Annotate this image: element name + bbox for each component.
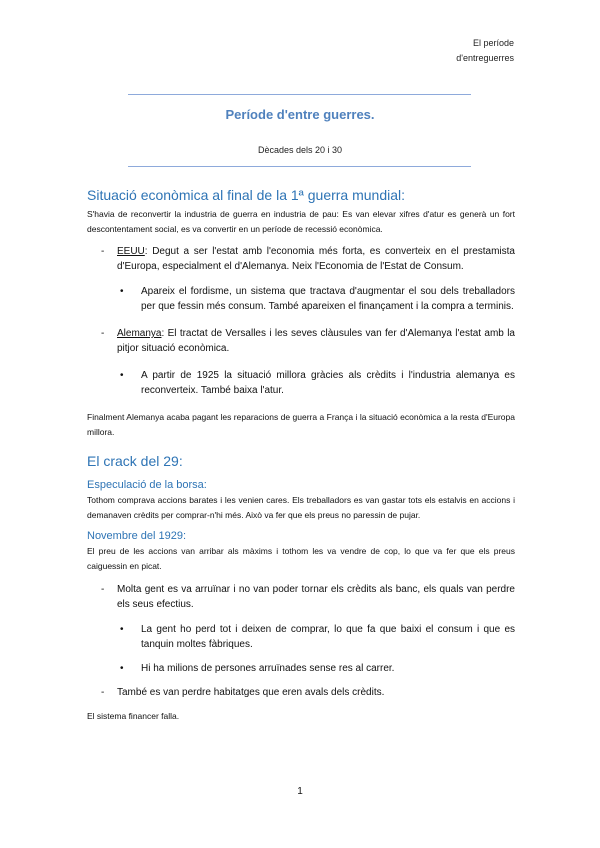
header-line-1: El període bbox=[472, 38, 514, 48]
section-heading-crack: El crack del 29: bbox=[87, 453, 183, 469]
header-line-2: d'entreguerres bbox=[456, 53, 514, 63]
subheading-speculation: Especulació de la borsa: bbox=[87, 479, 207, 491]
document-body bbox=[87, 186, 515, 724]
dash-marker: - bbox=[101, 246, 105, 257]
dash-marker: - bbox=[101, 328, 105, 339]
bullet-1925 bbox=[87, 368, 515, 398]
alemanya-text: : El tractat de Versalles i les seves clàusules van fer d'Alemanya l'estat amb la pitjor situació econòmica. bbox=[117, 328, 515, 354]
bullet-marker: • bbox=[120, 624, 124, 635]
dash-housing-text: També es van perdre habitatges que eren avals dels crèdits. bbox=[117, 687, 385, 698]
dash-marker: - bbox=[101, 584, 105, 595]
bullet-marker: • bbox=[120, 370, 124, 381]
page-title: Període d'entre guerres. bbox=[225, 107, 375, 122]
bullet-consumption-text: La gent ho perd tot i deixen de comprar, lo que fa que baixi el consum i que es tanquin moltes fàbriques. bbox=[141, 624, 515, 650]
bullet-millions bbox=[87, 661, 515, 676]
bullet-marker: • bbox=[120, 286, 124, 297]
bullet-consumption bbox=[87, 622, 515, 652]
bullet-fordisme bbox=[87, 284, 515, 314]
list-item-housing bbox=[87, 685, 515, 700]
paragraph-closing-section1: Finalment Alemanya acaba pagant les reparacions de guerra a França i la situació econòmica a la resta d'Europa millora. bbox=[87, 412, 515, 437]
paragraph-intro: S'havia de reconvertir la industria de guerra en industria de pau: Es van elevar xifres d'atur es generà un fort descontentament social, es va convertir en un període de recessió econòmica. bbox=[87, 209, 515, 234]
eeuu-text: : Degut a ser l'estat amb l'economia més forta, es converteix en el prestamista d'Europa, especialment el d'Alemanya. Neix l'Economia de l'Estat de Consum. bbox=[117, 246, 515, 272]
bullet-marker: • bbox=[120, 663, 124, 674]
paragraph-closing-section2: El sistema financer falla. bbox=[87, 711, 180, 721]
alemanya-label: Alemanya bbox=[117, 328, 162, 339]
list-item-alemanya bbox=[87, 326, 515, 356]
dash-marker: - bbox=[101, 687, 105, 698]
bullet-fordisme-text: Apareix el fordisme, un sistema que tractava d'augmentar el sou dels treballadors per que fessin més consum. També apareixen el finançament i la compra a terminis. bbox=[141, 286, 515, 312]
eeuu-label: EEUU bbox=[117, 246, 145, 257]
bullet-1925-text: A partir de 1925 la situació millora gràcies als crèdits i l'industria alemanya es reconverteix. També baixa l'atur. bbox=[141, 370, 515, 396]
subheading-november-1929: Novembre del 1929: bbox=[87, 530, 187, 542]
bullet-millions-text: Hi ha milions de persones arruïnades sense res al carrer. bbox=[141, 663, 395, 674]
paragraph-speculation: Tothom comprava accions barates i les venien cares. Els treballadors es van gastar tots els estalvis en accions i demanaven crèdits per comprar-n'hi més. Això va fer que els preus no paressin de pujar. bbox=[87, 495, 515, 520]
page-subtitle: Dècades dels 20 i 30 bbox=[257, 145, 343, 155]
list-item-ruin bbox=[87, 582, 515, 612]
running-header bbox=[374, 36, 514, 66]
section-heading-economic-situation: Situació econòmica al final de la 1ª guerra mundial: bbox=[87, 187, 406, 203]
list-item-eeuu bbox=[87, 244, 515, 274]
title-top-rule bbox=[128, 94, 471, 95]
dash-ruin-text: Molta gent es va arruïnar i no van poder tornar els crèdits als banc, els quals van perdre els seus efectius. bbox=[117, 584, 515, 610]
title-bottom-rule bbox=[128, 166, 471, 167]
paragraph-november-1929: El preu de les accions van arribar als màxims i tothom les va vendre de cop, lo que va fer que els preus caiguessin en picat. bbox=[87, 546, 515, 571]
page-number: 1 bbox=[297, 786, 303, 797]
